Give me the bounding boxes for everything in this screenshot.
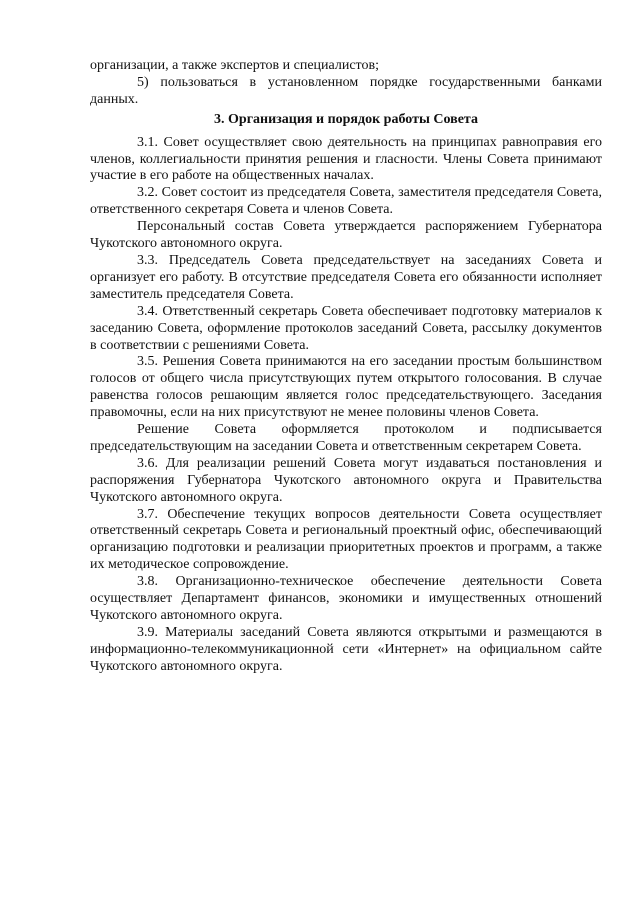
paragraph-3-6: 3.6. Для реализации решений Совета могут издаваться постановления и распоряжения Губернатора Чукотского автономного округа и Правительства Чукотского автономного округа. (90, 455, 602, 505)
paragraph-3-2-composition: Персональный состав Совета утверждается распоряжением Губернатора Чукотского автономного округа. (90, 219, 602, 252)
paragraph-3-9: 3.9. Материалы заседаний Совета являются открытыми и размещаются в информационно-телекоммуникационной сети «Интернет» на официальном сайте Чукотского автономного округа. (90, 624, 602, 674)
document-page (90, 58, 602, 676)
paragraph-3-7: 3.7. Обеспечение текущих вопросов деятельности Совета осуществляет ответственный секретарь Совета и региональный проектный офис, обеспечивающий организацию подготовки и реализации приоритетных проектов и программ, а также их методическое сопровождение. (90, 506, 602, 573)
paragraph-3-3: 3.3. Председатель Совета председательствует на заседаниях Совета и организует его работу. В отсутствие председателя Совета его обязанности исполняет заместитель председателя Совета. (90, 252, 602, 302)
paragraph-3-2: 3.2. Совет состоит из председателя Совета, заместителя председателя Совета, ответственного секретаря Совета и членов Совета. (90, 185, 602, 218)
paragraph-3-8: 3.8. Организационно-техническое обеспечение деятельности Совета осуществляет Департамент финансов, экономики и имущественных отношений Чукотского автономного округа. (90, 574, 602, 623)
paragraph-3-5: 3.5. Решения Совета принимаются на его заседании простым большинством голосов от общего числа присутствующих путем открытого голосования. В случае равенства голосов решающим является голос председательствующего. Заседания правомочны, если на них присутствуют не менее половины членов Совета. (90, 354, 602, 421)
paragraph-3-1: 3.1. Совет осуществляет свою деятельность на принципах равноправия его членов, коллегиальности принятия решения и гласности. Члены Совета принимают участие в его работе на общественных началах. (90, 134, 602, 184)
section-heading: 3. Организация и порядок работы Совета (214, 111, 478, 127)
paragraph-3-5-decision: Решение Совета оформляется протоколом и подписывается председательствующим на заседании Совета и ответственным секретарем Совета. (90, 422, 602, 454)
paragraph-3-4: 3.4. Ответственный секретарь Совета обеспечивает подготовку материалов к заседанию Совета, оформление протоколов заседаний Совета, рассылку документов в соответствии с решениями Совета. (90, 303, 602, 353)
paragraph-item-5: 5) пользоваться в установленном порядке государственными банками данных. (90, 74, 602, 107)
paragraph-continuation: организации, а также экспертов и специалистов; (90, 58, 379, 73)
